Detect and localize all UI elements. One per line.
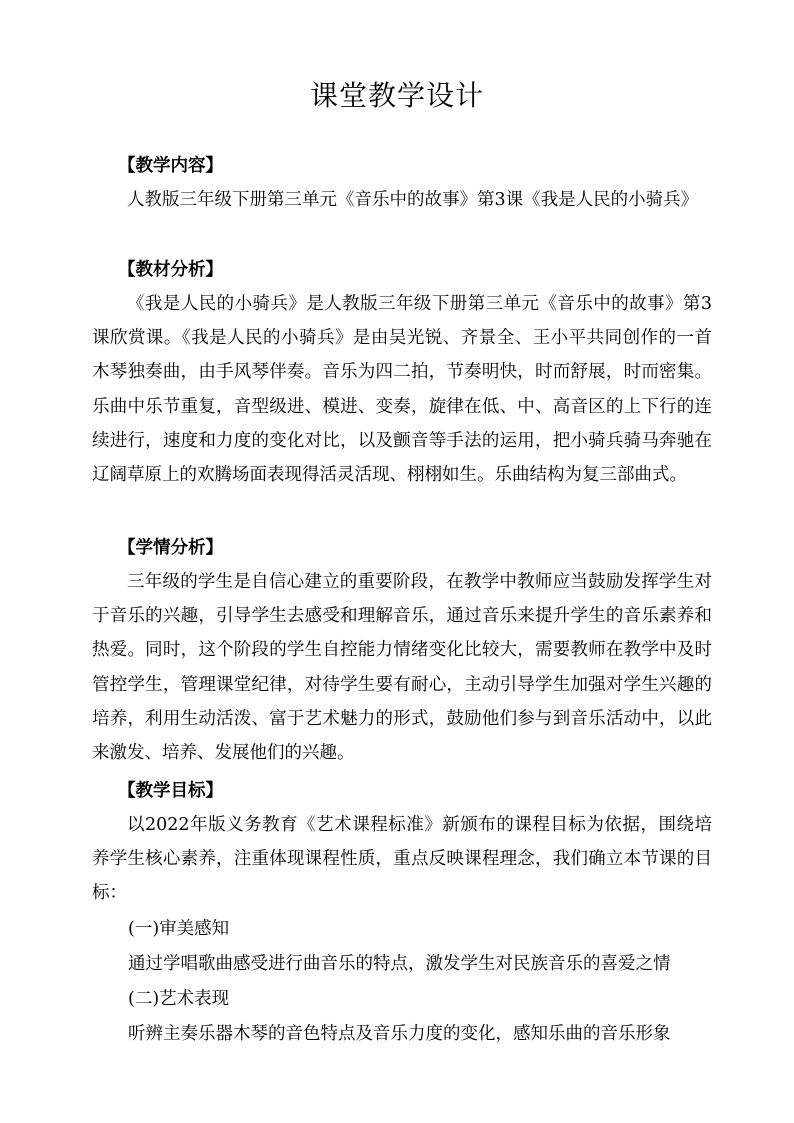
goal-text-aesthetic: 通过学唱歌曲感受进行曲音乐的特点，激发学生对民族音乐的喜爱之情: [128, 954, 671, 974]
section-heading-students: 【学情分析】: [118, 538, 223, 558]
section-heading-content: 【教学内容】: [118, 156, 223, 176]
paragraph: 以2022年版义务教育《艺术课程标准》新颁布的课程目标为依据，围绕培养学生核心素养，注重体现课程性质，重点反映课程理念，我们确立本节课的目标：: [92, 815, 712, 904]
section-content-body: [92, 183, 712, 217]
section-goals-body: [92, 808, 712, 911]
goal-label-aesthetic: (一)审美感知: [128, 919, 230, 939]
paragraph: 三年级的学生是自信心建立的重要阶段，在教学中教师应当鼓励发挥学生对于音乐的兴趣，引导学生去感受和理解音乐，通过音乐来提升学生的音乐素养和热爱。同时，这个阶段的学生自控能力情绪变化比较大，需要教师在教学中及时管控学生，管理课堂纪律，对待学生要有耐心，主动引导学生加强对学生兴趣的培养，利用生动活泼、富于艺术魅力的形式，鼓励他们参与到音乐活动中，以此来激发、培养、发展他们的兴趣。: [92, 572, 712, 764]
section-analysis-body: [92, 287, 712, 492]
section-heading-analysis: 【教材分析】: [118, 260, 223, 280]
section-students-body: [92, 565, 712, 770]
section-heading-goals: 【教学目标】: [118, 781, 223, 801]
goal-text-expression: 听辨主奏乐器木琴的音色特点及音乐力度的变化，感知乐曲的音乐形象: [128, 1024, 671, 1044]
paragraph: 人教版三年级下册第三单元《音乐中的故事》第3课《我是人民的小骑兵》: [127, 190, 699, 210]
document-title: 课堂教学设计: [309, 79, 484, 112]
paragraph: 《我是人民的小骑兵》是人教版三年级下册第三单元《音乐中的故事》第3课欣赏课。《我是人民的小骑兵》是由吴光锐、齐景全、王小平共同创作的一首木琴独奏曲，由手风琴伴奏。音乐为四二拍，节奏明快，时而舒展，时而密集。乐曲中乐节重复，音型级进、模进、变奏，旋律在低、中、高音区的上下行的连续进行，速度和力度的变化对比，以及颤音等手法的运用，把小骑兵骑马奔驰在辽阔草原上的欢腾场面表现得活灵活现、栩栩如生。乐曲结构为复三部曲式。: [92, 294, 712, 486]
goal-label-expression: (二)艺术表现: [128, 989, 230, 1009]
